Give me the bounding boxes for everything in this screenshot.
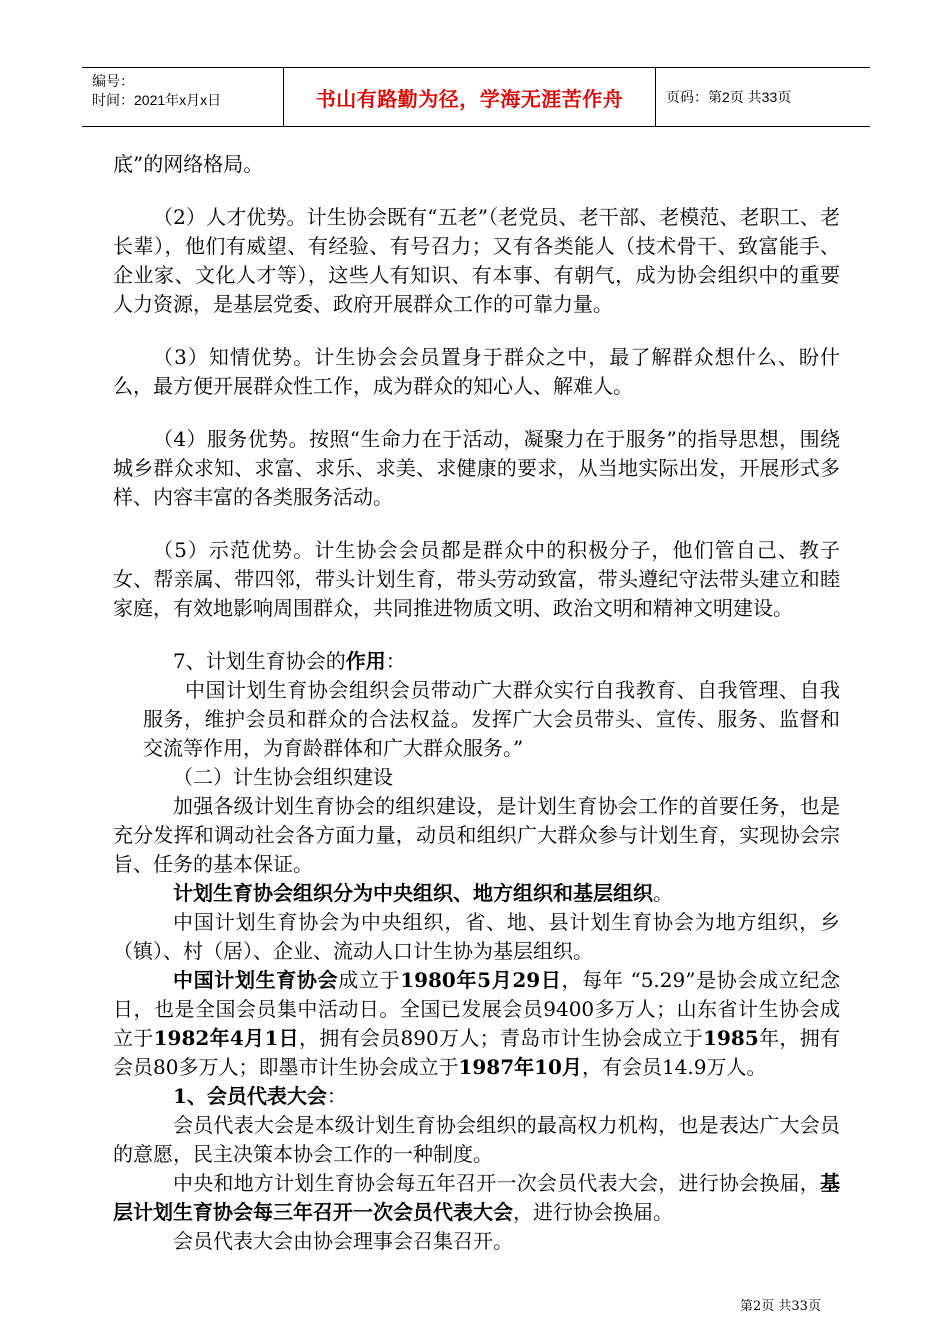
- bold-text: 中国计划生育协会: [173, 968, 339, 992]
- text: ，有会员14.9万人。: [581, 1055, 767, 1079]
- text: 中央和地方计划生育协会每五年召开一次会员代表大会，进行协会换届，: [173, 1171, 820, 1195]
- paragraph-congress: 会员代表大会是本级计划生育协会组织的最高权力机构，也是表达广大会员的意愿，民主决策本协会工作的一种制度。: [113, 1113, 840, 1166]
- bold-text: 1980年5月29日: [400, 968, 562, 992]
- bold-text: 1987年10月: [458, 1055, 582, 1079]
- paragraph-congress-convene: 会员代表大会由协会理事会召集召开。: [173, 1229, 513, 1253]
- section-heading-role: [113, 647, 840, 676]
- paragraph-talent: （2）人才优势。计生协会既有“五老”（老党员、老干部、老模范、老职工、老长辈），他们有威望、有经验、有号召力；又有各类能人（技术骨干、致富能手、企业家、文化人才等），这些人有知识、有本事、有朝气，成为协会组织中的重要人力资源，是基层党委、政府开展群众工作的可靠力量。: [113, 205, 840, 316]
- paragraph-org-levels: [113, 879, 840, 908]
- heading-text: 7、计划生育协会的: [173, 649, 346, 673]
- section-heading-congress: [113, 1082, 840, 1111]
- paragraph-org-detail: 中国计划生育协会为中央组织，省、地、县计划生育协会为地方组织，乡（镇）、村（居）、企业、流动人口计生协为基层组织。: [113, 910, 840, 963]
- bold-text: 1982年4月1日: [153, 1026, 299, 1050]
- bold-text: 计划生育协会组织分为中央组织、地方组织和基层组织: [173, 881, 653, 905]
- paragraph-history: [113, 966, 840, 1082]
- text: ，拥有会员890万人；青岛市计生协会成立于: [299, 1026, 704, 1050]
- paragraph-knowledge: （3）知情优势。计生协会会员置身于群众之中，最了解群众想什么、盼什么，最方便开展群众性工作，成为群众的知心人、解难人。: [113, 345, 840, 398]
- heading-bold: 作用: [345, 649, 386, 673]
- heading-colon: ：: [385, 649, 406, 673]
- paragraph-role: 中国计划生育协会组织会员带动广大群众实行自我教育、自我管理、自我服务，维护会员和群众的合法权益。发挥广大会员带头、宣传、服务、监督和交流等作用，为育龄群体和广大群众服务。”: [143, 678, 840, 760]
- bold-text: 基层计划生育协会每三年召开一次会员代表大会: [113, 1171, 840, 1224]
- header-meta: [82, 68, 284, 126]
- header-motto: 书山有路勤为径，学海无涯苦作舟: [284, 68, 656, 126]
- page-header: [82, 67, 870, 127]
- document-body: [113, 150, 840, 1256]
- paragraph: 底”的网络格局。: [113, 152, 264, 176]
- bold-text: 1985: [703, 1026, 759, 1050]
- paragraph-congress-term: [113, 1169, 840, 1227]
- paragraph-service: （4）服务优势。按照“生命力在于活动，凝聚力在于服务”的指导思想，围绕城乡群众求知、求富、求乐、求美、求健康的要求，从当地实际出发，开展形式多样、内容丰富的各类服务活动。: [113, 427, 840, 509]
- text: 。: [653, 881, 673, 905]
- number-label: 编号：: [92, 73, 134, 89]
- bold-text: 1、会员代表大会: [173, 1084, 327, 1108]
- time-label: 时间：2021年x月x日: [92, 92, 222, 108]
- text: ，进行协会换届。: [513, 1200, 673, 1224]
- section-heading-org: （二）计生协会组织建设: [173, 765, 393, 789]
- header-page-label: 页码：第2页 共33页: [666, 89, 792, 105]
- paragraph-example: （5）示范优势。计生协会会员都是群众中的积极分子，他们管自己、教子女、帮亲属、带四邻，带头计划生育，带头劳动致富，带头遵纪守法带头建立和睦家庭，有效地影响周围群众，共同推进物质文明、政治文明和精神文明建设。: [113, 538, 840, 620]
- text: ：: [326, 1084, 347, 1108]
- text: 成立于: [338, 968, 401, 992]
- text: ，每年 “5.29”是协会成立纪念日，也是全国会员集中活动日。全国已发展会员9400多万人；山东省计生协会成立于: [113, 968, 841, 1050]
- page-footer: 第2页 共33页: [740, 1299, 821, 1314]
- text: 年，拥有会员80多万人；即墨市计生协会成立于: [113, 1026, 841, 1079]
- paragraph-org: 加强各级计划生育协会的组织建设，是计划生育协会工作的首要任务，也是充分发挥和调动社会各方面力量，动员和组织广大群众参与计划生育，实现协会宗旨、任务的基本保证。: [113, 794, 840, 876]
